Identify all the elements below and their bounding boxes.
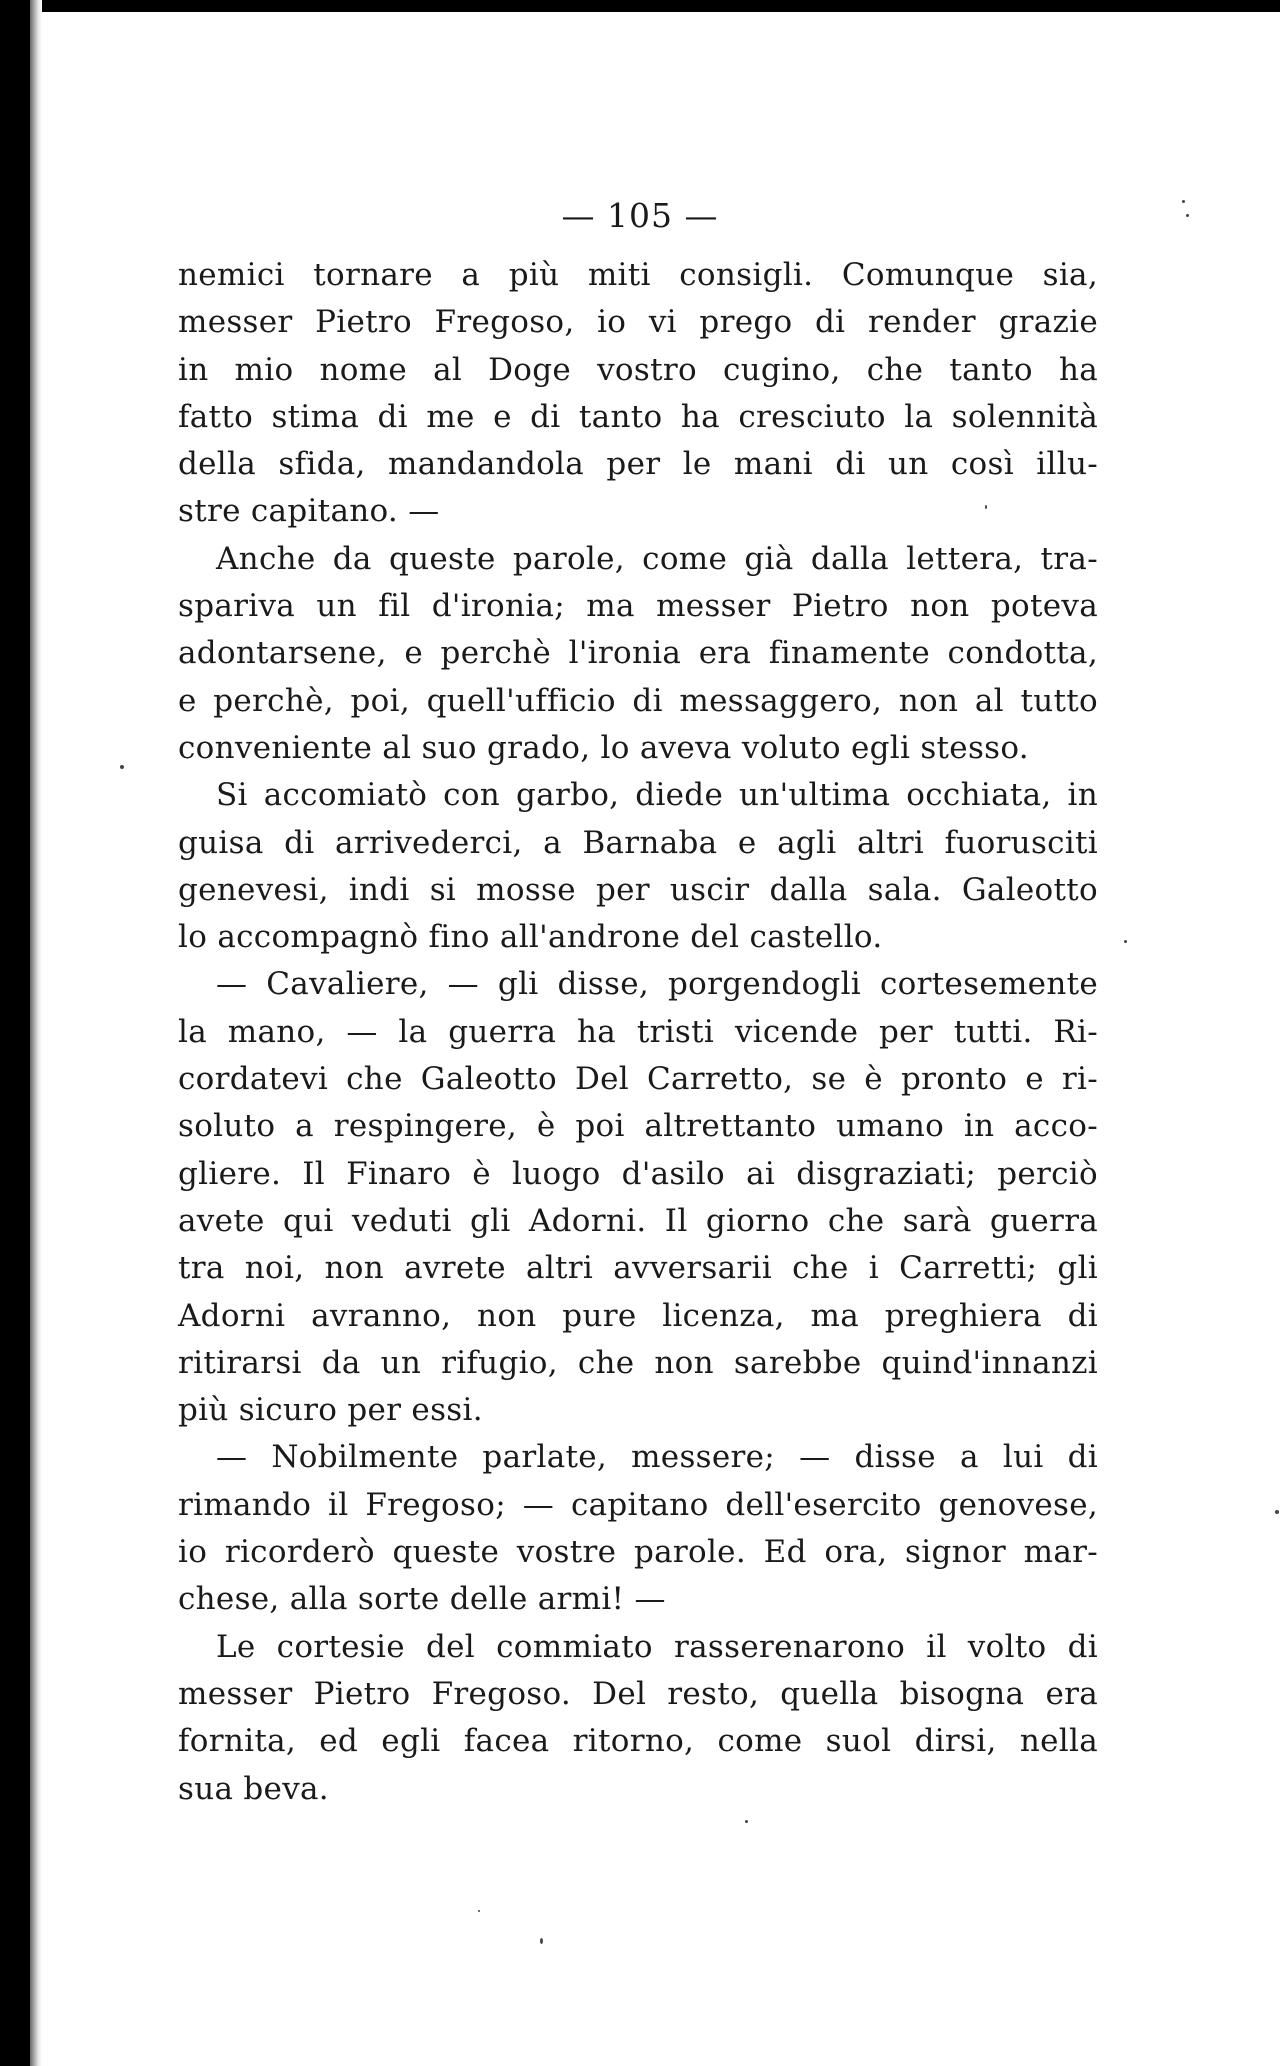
text-line: conveniente al suo grado, lo aveva voluto egli stesso. [178, 729, 1029, 766]
text-line: Si accomiatò con garbo, diede un'ultima occhiata, in [216, 777, 1098, 814]
text-line: lo accompagnò fino all'androne del castello. [178, 919, 883, 956]
text-line: stre capitano. — [178, 493, 440, 530]
text-line: io ricorderò queste vostre parole. Ed ora, signor mar- [178, 1534, 1098, 1571]
body-text [178, 252, 1098, 1813]
text-line: ritirarsi da un rifugio, che non sarebbe quind'innanzi [178, 1344, 1098, 1381]
text-line: adontarsene, e perchè l'ironia era finamente condotta, [178, 635, 1098, 672]
text-line: sua beva. [178, 1770, 329, 1807]
text-line: — Cavaliere, — gli disse, porgendogli cortesemente [216, 966, 1098, 1003]
text-line: Adorni avranno, non pure licenza, ma preghiera di [178, 1297, 1098, 1334]
text-line: fatto stima di me e di tanto ha cresciuto la solennità [178, 398, 1098, 435]
text-line: cordatevi che Galeotto Del Carretto, se è pronto e ri- [178, 1061, 1098, 1098]
scan-border-left [0, 0, 30, 2066]
text-line: messer Pietro Fregoso. Del resto, quella bisogna era [178, 1675, 1098, 1712]
page-gutter-shadow [30, 0, 42, 2066]
scan-speck [540, 1938, 543, 1944]
text-line: rimando il Fregoso; — capitano dell'esercito genovese, [178, 1486, 1098, 1523]
text-line: spariva un fil d'ironia; ma messer Pietro non poteva [178, 588, 1098, 625]
scan-speck [1275, 1510, 1279, 1514]
scan-border-top [0, 0, 1280, 12]
scan-speck [1124, 940, 1127, 943]
text-line: Le cortesie del commiato rasserenarono il volto di [216, 1628, 1098, 1665]
text-line: più sicuro per essi. [178, 1392, 483, 1429]
text-line: gliere. Il Finaro è luogo d'asilo ai disgraziati; perciò [178, 1155, 1098, 1192]
text-line: messer Pietro Fregoso, io vi prego di render grazie [178, 304, 1098, 341]
text-line: soluto a respingere, è poi altrettanto umano in acco- [178, 1108, 1098, 1145]
text-line: Anche da queste parole, come già dalla lettera, tra- [216, 540, 1098, 577]
text-line: guisa di arrivederci, a Barnaba e agli altri fuorusciti [178, 824, 1098, 861]
text-line: tra noi, non avrete altri avversarii che i Carretti; gli [178, 1250, 1098, 1287]
text-line: in mio nome al Doge vostro cugino, che tanto ha [178, 351, 1098, 388]
text-line: della sfida, mandandola per le mani di un così illu- [178, 446, 1098, 483]
text-line: e perchè, poi, quell'ufficio di messaggero, non al tutto [178, 682, 1098, 719]
scan-speck [478, 1910, 480, 1912]
text-line: — Nobilmente parlate, messere; — disse a lui di [216, 1439, 1098, 1476]
text-line: la mano, — la guerra ha tristi vicende per tutti. Ri- [178, 1013, 1098, 1050]
text-line: chese, alla sorte delle armi! — [178, 1581, 666, 1618]
text-line: nemici tornare a più miti consigli. Comunque sia, [178, 257, 1098, 293]
text-line: genevesi, indi si mosse per uscir dalla sala. Galeotto [178, 871, 1098, 908]
text-line: fornita, ed egli facea ritorno, come suol dirsi, nella [178, 1723, 1098, 1760]
text-line: avete qui veduti gli Adorni. Il giorno che sarà guerra [178, 1202, 1098, 1239]
scan-speck [745, 1820, 748, 1823]
page-number: — 105 — [561, 196, 719, 235]
scan-speck [120, 765, 124, 769]
